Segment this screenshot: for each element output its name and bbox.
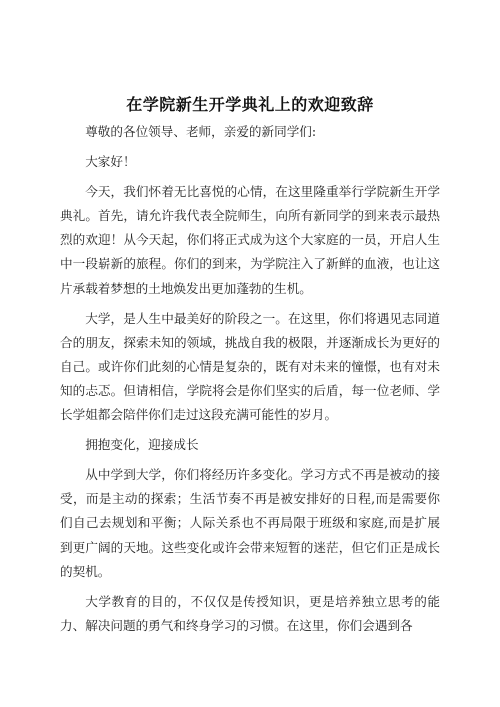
- paragraph: 大学，是人生中最美好的阶段之一。在这里，你们将遇见志同道合的朋友，探索未知的领域，挑战自我的极限，并逐渐成长为更好的自己。或许你们此刻的心情是复杂的，既有对未来的憧憬，也有对未知的忐忑。但请相信，学院将会是你们坚实的后盾，每一位老师、学长学姐都会陪伴你们走过这段充满可能性的岁月。: [60, 310, 440, 423]
- section-heading: 拥抱变化，迎接成长: [85, 437, 199, 453]
- document-title: 在学院新生开学典礼上的欢迎致辞: [126, 95, 374, 114]
- document-body: [60, 120, 440, 644]
- paragraph: 今天，我们怀着无比喜悦的心情，在这里隆重举行学院新生开学典礼。首先，请允许我代表全院师生，向所有新同学的到来表示最热烈的欢迎！从今天起，你们将正式成为这个大家庭的一员，开启人生中一段崭新的旅程。你们的到来，为学院注入了新鲜的血液，也让这片承载着梦想的土地焕发出更加蓬勃的生机。: [60, 184, 440, 296]
- paragraph: 大学教育的目的，不仅仅是传授知识，更是培养独立思考的能力、解决问题的勇气和终身学习的习惯。在这里，你们会遇到各: [60, 593, 440, 633]
- paragraph: 从中学到大学，你们将经历许多变化。学习方式不再是被动的接受，而是主动的探索；生活节奏不再是被安排好的日程,而是需要你们自己去规划和平衡；人际关系也不再局限于班级和家庭,而是扩展到更广阔的天地。这些变化或许会带来短暂的迷茫，但它们正是成长的契机。: [60, 467, 440, 579]
- salutation: 尊敬的各位领导、老师，亲爱的新同学们:: [85, 124, 317, 139]
- greeting: 大家好！: [85, 154, 136, 170]
